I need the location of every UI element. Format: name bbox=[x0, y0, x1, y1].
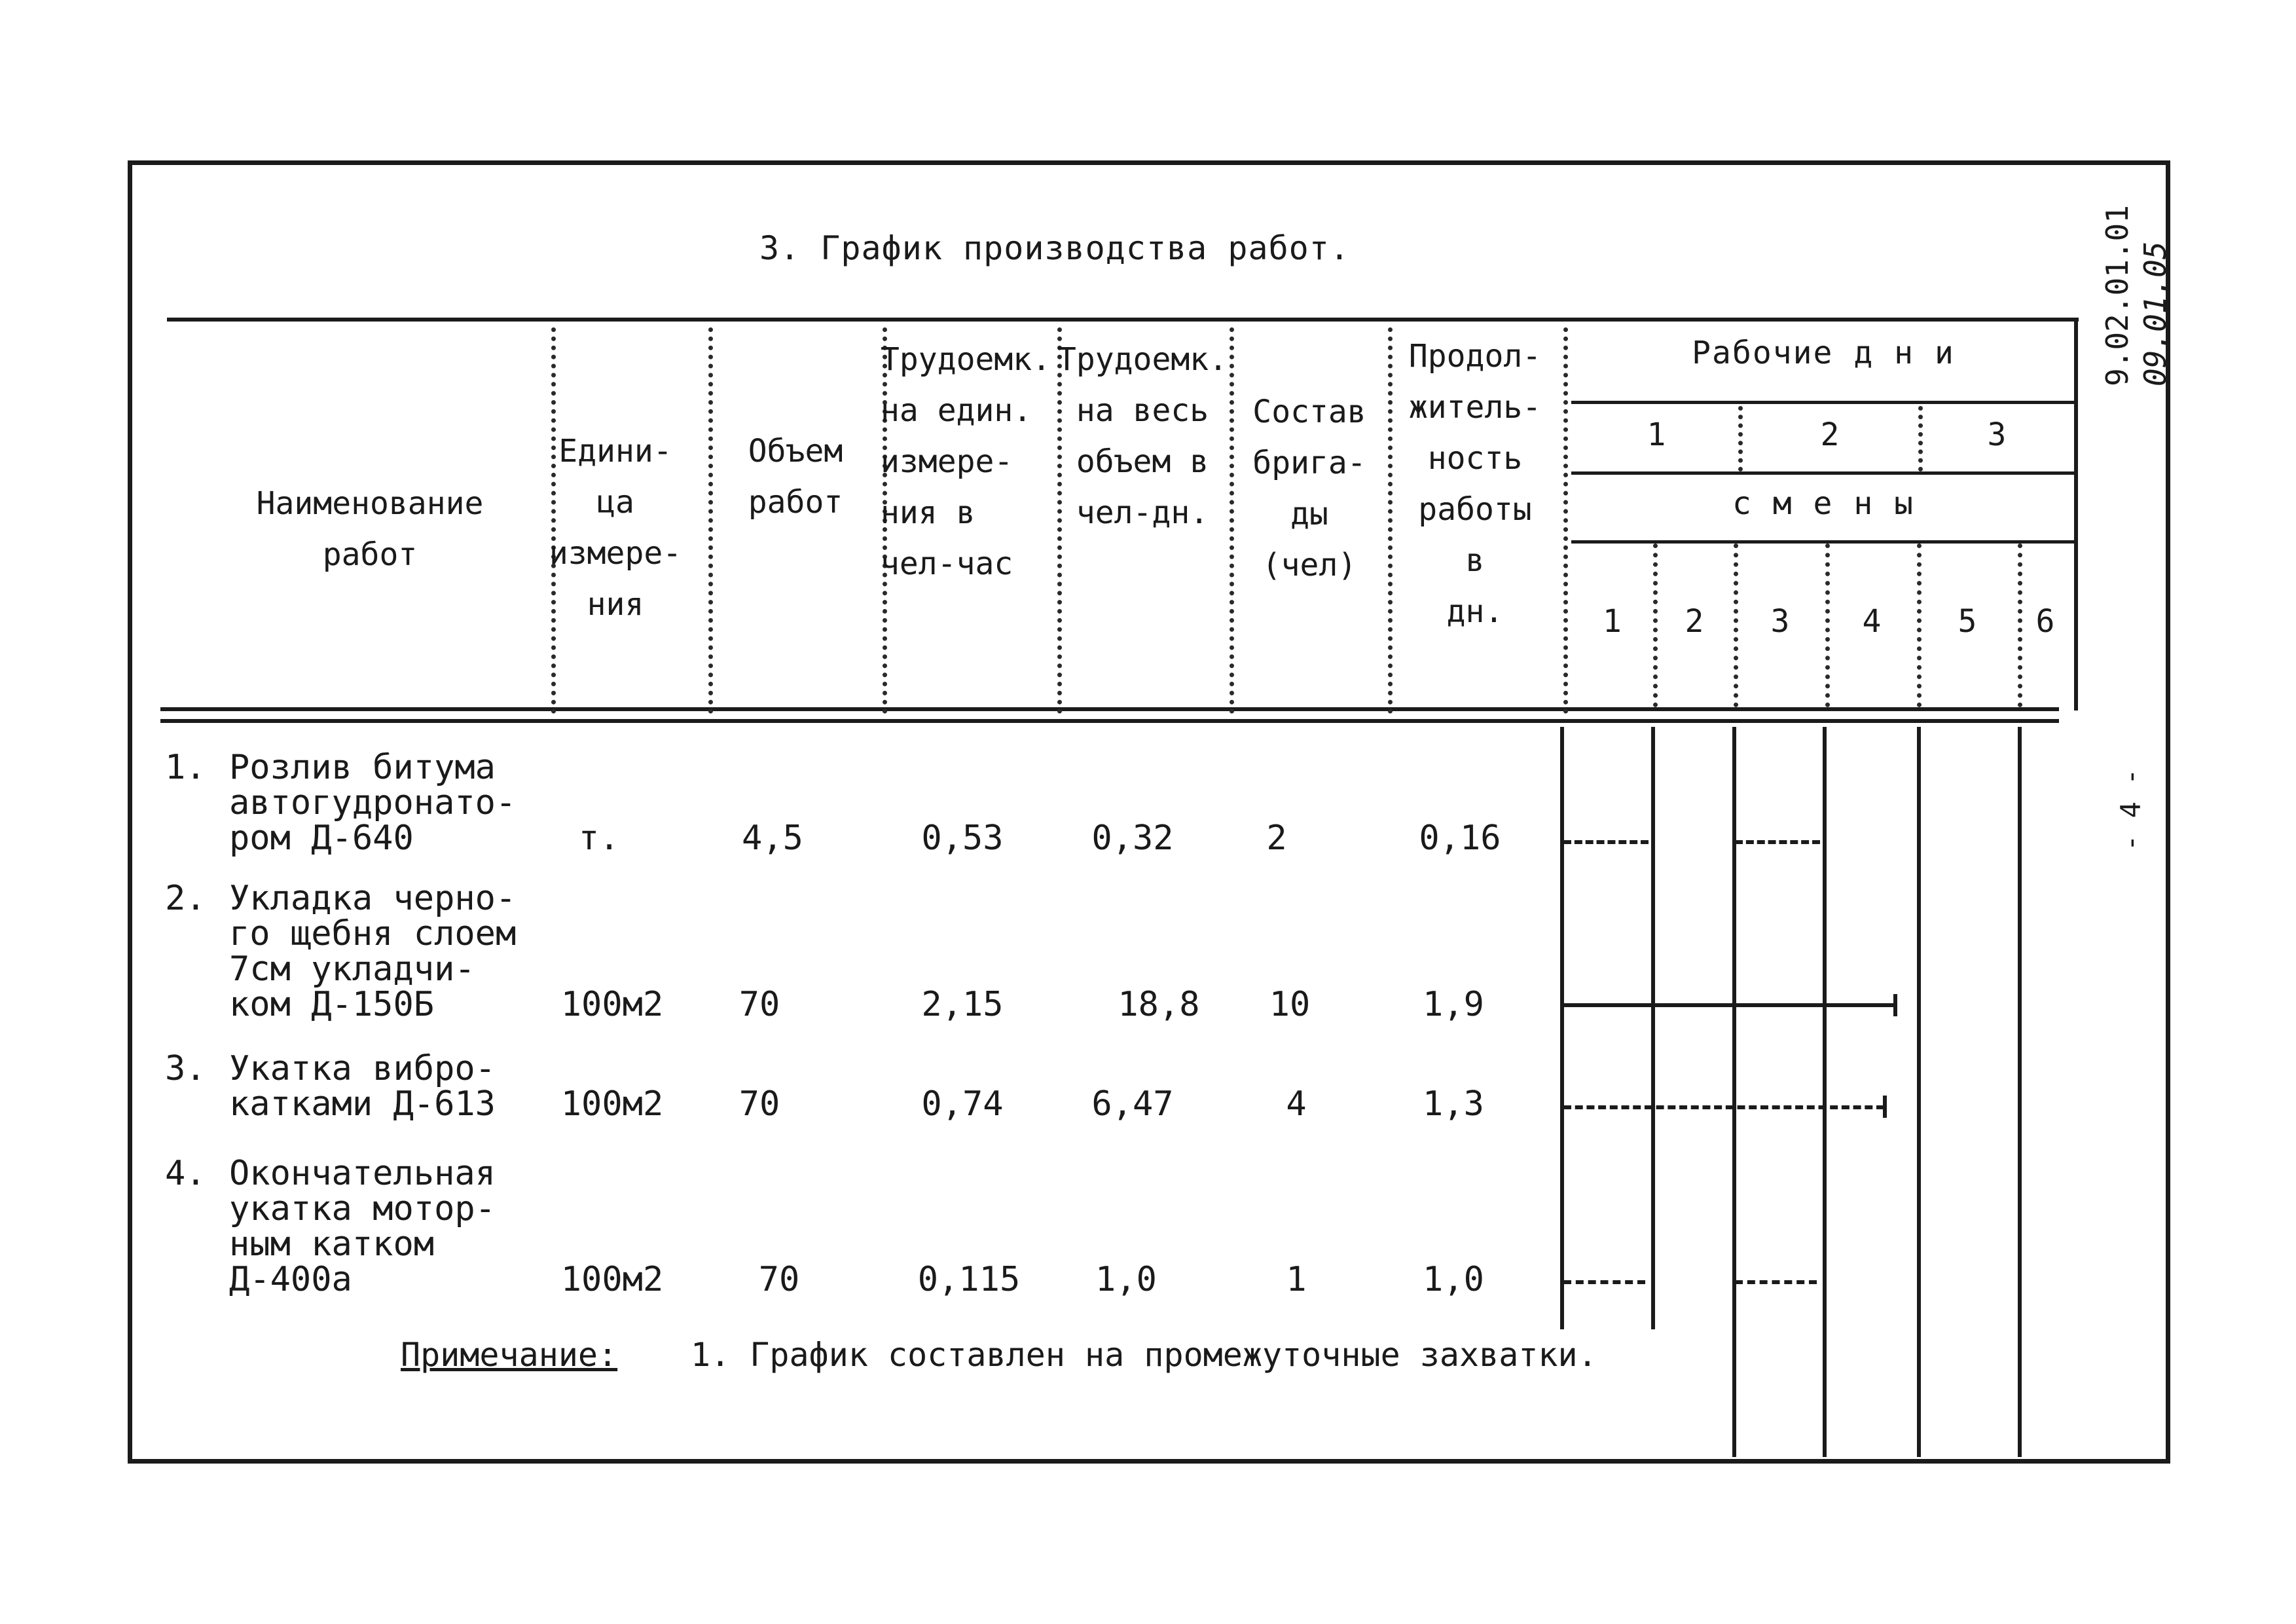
day-1-label: 1 bbox=[1647, 416, 1666, 453]
stamp-line-1: 9.02.01.01 bbox=[2100, 205, 2135, 386]
shifts-rule bbox=[1571, 540, 2075, 544]
row-3-bar-end bbox=[1883, 1096, 1887, 1118]
day-2-label: 2 bbox=[1820, 416, 1840, 453]
shift-4-label: 4 bbox=[1862, 603, 1882, 640]
col-header-duration: Продол- житель- ность работы в дн. bbox=[1408, 338, 1542, 630]
col-header-unit: Едини- ца измере- ния bbox=[549, 433, 682, 623]
row-1-volume: 4,5 bbox=[742, 819, 803, 858]
shifts-label: с м е н ы bbox=[1732, 485, 1915, 522]
note-text: 1. График составлен на промежуточные захватки. bbox=[691, 1336, 1597, 1374]
row-4-name: Окончательная укатка мотор- ным катком Д-400а bbox=[229, 1154, 496, 1299]
row-3-unit: 100м2 bbox=[560, 1084, 664, 1124]
col-header-labor-total: Трудоемк. на весь объем в чел-дн. bbox=[1057, 341, 1228, 531]
row-2-bar bbox=[1563, 1003, 1897, 1007]
row-3-labor-total: 6,47 bbox=[1091, 1084, 1174, 1124]
shift-1-label: 1 bbox=[1603, 603, 1622, 640]
row-4-index: 4. bbox=[165, 1154, 206, 1193]
row-2-name: Укладка черно- го щебня слоем 7см укладчи- ком Д-150Б bbox=[229, 879, 517, 1024]
row-4-labor-total: 1,0 bbox=[1095, 1260, 1157, 1299]
header-bottom-rule-2 bbox=[160, 719, 2059, 723]
row-1-bar-a bbox=[1563, 840, 1649, 844]
day-3-label: 3 bbox=[1987, 416, 2007, 453]
row-4-labor-unit: 0,115 bbox=[917, 1260, 1021, 1299]
gantt-line-3 bbox=[1732, 727, 1736, 1457]
col-header-labor-unit: Трудоемк. на един. измере- ния в чел-час bbox=[881, 341, 1051, 582]
row-4-crew: 1 bbox=[1286, 1260, 1307, 1299]
shift-6-label: 6 bbox=[2035, 603, 2055, 640]
header-bottom-rule-1 bbox=[160, 707, 2059, 711]
row-1-index: 1. bbox=[165, 748, 206, 787]
stamp-line-2: 09.01.05 bbox=[2138, 241, 2173, 386]
row-1-duration: 0,16 bbox=[1419, 819, 1501, 858]
row-1-name: Розлив битума автогудронато- ром Д-640 bbox=[229, 748, 517, 858]
row-2-duration: 1,9 bbox=[1423, 985, 1484, 1024]
row-4-bar-a bbox=[1563, 1280, 1645, 1284]
row-4-unit: 100м2 bbox=[560, 1260, 664, 1299]
row-4-duration: 1,0 bbox=[1423, 1260, 1484, 1299]
row-3-duration: 1,3 bbox=[1423, 1084, 1484, 1124]
note-label: Примечание: bbox=[401, 1336, 618, 1374]
days-shifts-rule bbox=[1571, 471, 2075, 475]
row-2-unit: 100м2 bbox=[560, 985, 664, 1024]
row-3-crew: 4 bbox=[1286, 1084, 1307, 1124]
shift-3-label: 3 bbox=[1770, 603, 1790, 640]
days-rule bbox=[1571, 401, 2075, 404]
row-1-bar-b bbox=[1735, 840, 1820, 844]
gantt-line-4 bbox=[1823, 727, 1827, 1457]
row-1-crew: 2 bbox=[1266, 819, 1287, 858]
row-3-labor-unit: 0,74 bbox=[921, 1084, 1004, 1124]
document-stamp bbox=[2098, 205, 2174, 386]
header-top-rule bbox=[167, 318, 2079, 322]
row-4-bar-b bbox=[1735, 1280, 1817, 1284]
row-2-volume: 70 bbox=[738, 985, 780, 1024]
row-2-labor-unit: 2,15 bbox=[921, 985, 1004, 1024]
col-header-crew: Состав брига- ды (чел) bbox=[1252, 394, 1366, 583]
shift-2-label: 2 bbox=[1685, 603, 1704, 640]
row-2-crew: 10 bbox=[1269, 985, 1311, 1024]
shift-5-label: 5 bbox=[1958, 603, 1977, 640]
row-2-labor-total: 18,8 bbox=[1118, 985, 1200, 1024]
row-3-name: Укатка вибро- катками Д-613 bbox=[229, 1049, 496, 1124]
col-header-work-days: Рабочие д н и bbox=[1692, 335, 1955, 371]
row-1-labor-total: 0,32 bbox=[1091, 819, 1174, 858]
row-1-unit: т. bbox=[578, 819, 620, 858]
row-2-index: 2. bbox=[165, 879, 206, 918]
row-1-labor-unit: 0,53 bbox=[921, 819, 1004, 858]
col-header-volume: Объем работ bbox=[748, 433, 843, 521]
row-3-index: 3. bbox=[165, 1049, 206, 1088]
gantt-line-5 bbox=[1917, 727, 1921, 1457]
row-3-bar bbox=[1563, 1105, 1884, 1109]
row-2-bar-end bbox=[1893, 994, 1897, 1016]
col-sep-7 bbox=[1563, 327, 1568, 714]
gantt-line-6 bbox=[2018, 727, 2022, 1457]
gantt-line-2 bbox=[1651, 727, 1655, 1329]
gantt-line-1 bbox=[1560, 727, 1564, 1329]
row-4-volume: 70 bbox=[758, 1260, 800, 1299]
page-number-mark: - 4 - bbox=[2115, 768, 2147, 851]
page-title: 3. График производства работ. bbox=[759, 229, 1350, 267]
col-header-name: Наименование работ bbox=[256, 485, 484, 573]
row-3-volume: 70 bbox=[738, 1084, 780, 1124]
